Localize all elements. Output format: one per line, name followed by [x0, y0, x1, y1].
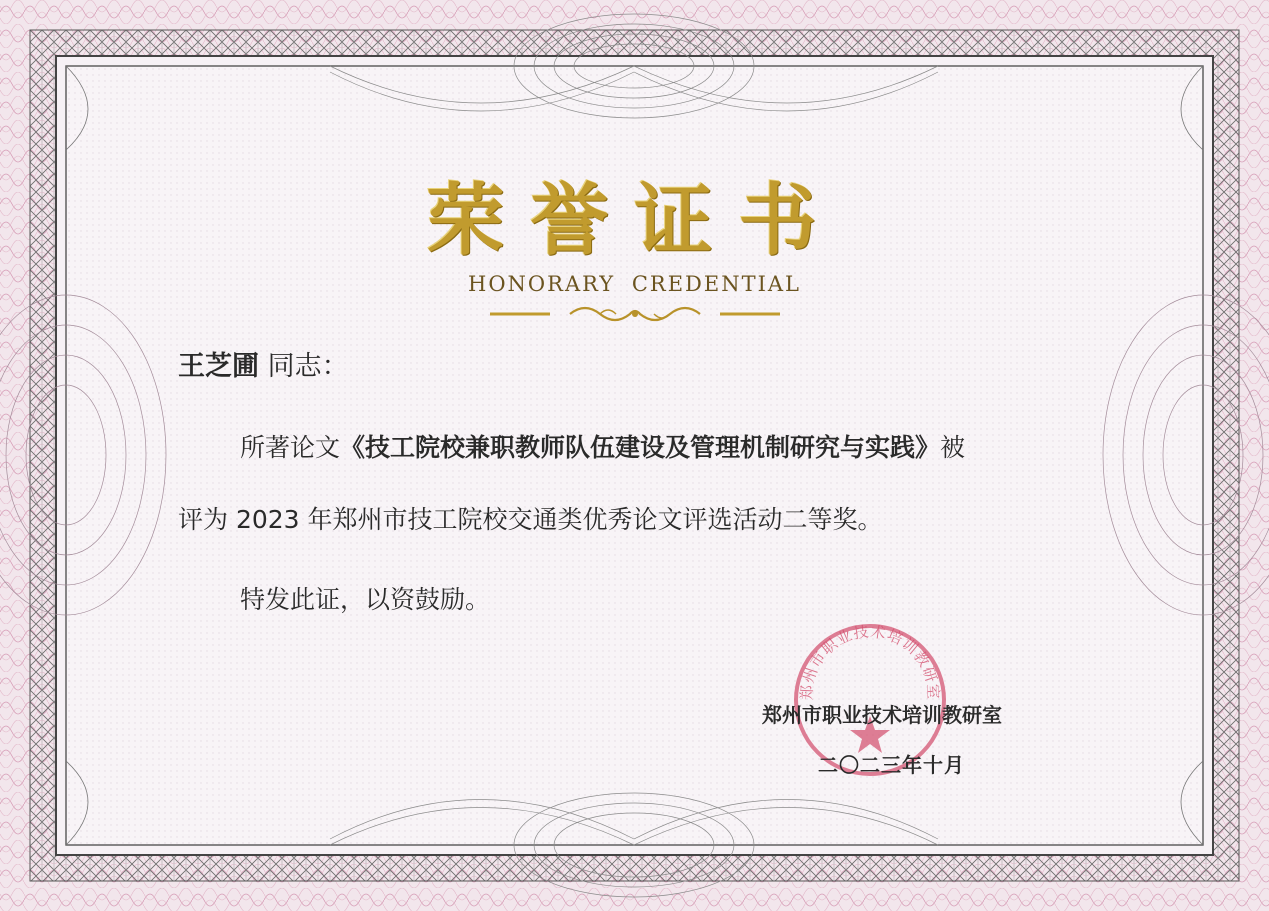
gold-ornament-divider: [480, 302, 790, 326]
certificate-subtitle: HONORARY CREDENTIAL: [468, 272, 801, 296]
issue-date: 二〇二三年十月: [818, 753, 965, 777]
body-line-3: 特发此证，以资鼓励。: [240, 585, 491, 614]
recipient-line: [178, 344, 349, 383]
svg-text:郑州市职业技术培训教研室: [798, 622, 943, 700]
issuer: 郑州市职业技术培训教研室: [762, 703, 1002, 727]
body-line-1-prefix: 所著论文: [240, 433, 341, 462]
body-line-1: [240, 428, 965, 464]
body-line-2: 评为 2023 年郑州市技工院校交通类优秀论文评选活动二等奖。: [178, 505, 883, 534]
paper-title: 《技工院校兼职教师队伍建设及管理机制研究与实践》: [340, 433, 941, 462]
certificate-title: 荣誉证书: [426, 175, 843, 266]
seal-text: 郑州市职业技术培训教研室: [797, 622, 943, 701]
recipient-suffix: 同志：: [267, 351, 349, 382]
body-line-1-suffix: 被: [940, 433, 966, 462]
recipient-name: 王芝圃: [178, 351, 259, 382]
